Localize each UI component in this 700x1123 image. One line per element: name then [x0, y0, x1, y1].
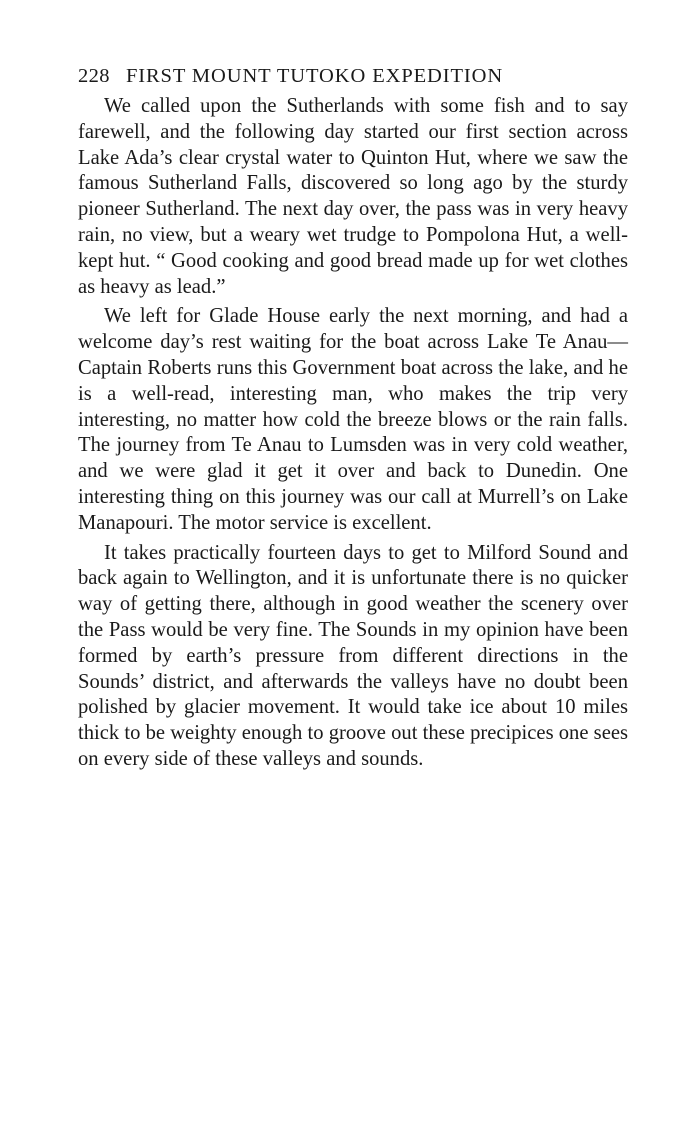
paragraph-3: It takes practically fourteen days to get to Milford Sound and back again to Wellington, and it is unfortunate there is no quicker way of getting there, although in good weather the scenery over the Pass would be very fine. The Sounds in my opinion have been formed by earth’s pressure from different directions in the Sounds’ district, and afterwards the valleys have no doubt been polished by glacier movement. It would take ice about 10 miles thick to be weighty enough to groove out these precipices one sees on every side of these valleys and sounds.	[78, 541, 628, 770]
body-text	[78, 94, 628, 773]
book-page	[78, 62, 628, 773]
running-head	[78, 62, 628, 90]
running-title: FIRST MOUNT TUTOKO EXPEDITION	[125, 65, 504, 87]
paragraph-2: We left for Glade House early the next morning, and had a welcome day’s rest waiting for the boat across Lake Te Anau—Captain Roberts runs this Government boat across the lake, and he is a well-read, interesting man, who makes the trip very interesting, no matter how cold the breeze blows or the rain falls. The journey from Te Anau to Lumsden was in very cold weather, and we were glad it get it over and back to Dunedin. One interesting thing on this journey was our call at Murrell’s on Lake Manapouri. The motor service is excellent.	[78, 305, 628, 534]
paragraph-1: We called upon the Sutherlands with some fish and to say farewell, and the following day started our first section across Lake Ada’s clear crystal water to Quinton Hut, where we saw the famous Sutherland Falls, discovered so long ago by the sturdy pioneer Sutherland. The next day over, the pass was in very heavy rain, no view, but a weary wet trudge to Pompolona Hut, a well-kept hut. “ Good cooking and good bread made up for wet clothes as heavy as lead.”	[78, 95, 628, 298]
page-number: 228	[78, 65, 110, 87]
